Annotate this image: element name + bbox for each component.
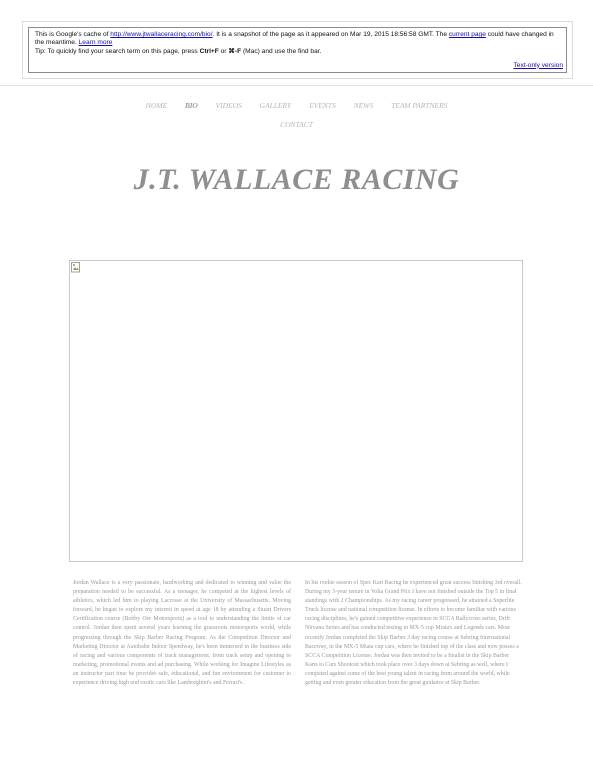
nav-home[interactable]: HOME	[145, 101, 168, 110]
nav-videos[interactable]: VIDEOS	[215, 101, 242, 110]
text-only-version-link[interactable]: Text-only version	[513, 61, 563, 69]
cache-divider	[0, 85, 593, 86]
nav-contact[interactable]: CONTACT	[280, 120, 313, 129]
current-page-link[interactable]: current page	[448, 31, 486, 38]
site-title[interactable]: J.T. WALLACE RACING	[133, 163, 460, 196]
cache-text: This is Google's cache of	[35, 31, 111, 38]
main-nav-row2	[0, 120, 593, 129]
hero-image	[69, 260, 523, 562]
tip-text: (Mac) and use the find bar.	[241, 47, 322, 55]
nav-news[interactable]: NEWS	[353, 101, 374, 110]
nav-gallery[interactable]: GALLERY	[259, 101, 292, 110]
tip-text: Tip: To quickly find your search term on this page, press	[35, 47, 200, 55]
cache-text: . It is a snapshot of the page as it appeared on Mar 19, 2015 18:56:58 GMT. The	[212, 31, 449, 38]
cache-tip-line	[35, 48, 560, 56]
bio-paragraph-left: Jordan Wallace is a very passionate, hardworking and dedicated to winning and value the preparation needed to be successful. As a teenager, he competed at the highest levels of athletics, which led him to playing Lacrosse at the University of Massachusetts. Moving forward, he began to explore my interest in speed at age 18 by attending a Stuart Drivers Certification course (Bobby Ore Motorsports) as a tool to understanding the limits of car control. Jordan then spent several years learning the grassroots motorsports world, while progressing through the Skip Barber Racing Program. As the Competition Director and Marketing Director at Autobahn Indoor Speedway, he's been immersed in the business side of racing and various components of track management, from track setup and opening to marketing, promotional events and ad purchasing. While working for Imagine Lifestyles as an instructor part time he provides safe, educational, and fun environment for customer to experience driving high end exotic cars like Lamborghini's and Ferrari's.	[73, 580, 291, 687]
cached-url-link[interactable]: http://www.jtwallaceracing.com/bio/	[110, 31, 213, 38]
nav-events[interactable]: EVENTS	[309, 101, 336, 110]
cache-text: could have changed in the meantime.	[35, 31, 554, 47]
tip-text: or	[218, 47, 229, 55]
cache-notice	[28, 27, 567, 73]
google-cache-banner	[22, 21, 573, 79]
broken-image-icon	[71, 262, 81, 273]
bio-paragraph-right: In his rookie season of Spec Kart Racing he experienced great success finishing 3rd overall. During my 3-year tenure in Volta Grand Prix I have not finished outside the Top 5 in final standings with 2 Championships. As my racing career progressed, he attained a Superlite Truck license and national competition license. In efforts to become familiar with various racing disciplines, he's gained competitive experience in SCCA Rallycross series, Drift Nirvana Series and has conducted testing in MX-5 cup Miata's and Legends cars. Most recently Jordan completed the Skip Barber 3 day racing course at Sebring International Raceway, in the MX-5 Miata cup cars, where he finished top of the class and now posses a SCCA Competition License. Jordan was then invited to be a finalist in the Skip Barber Karts to Cars Shootout which took place over 3 days down at Sebring as well, where I competed against some of the best young talent in racing from around the world, while getting and even greater education from the great guidance at Skip Barber.	[305, 580, 522, 687]
nav-bio[interactable]: BIO	[185, 101, 198, 110]
cmd-f-key: ⌘-F	[228, 47, 242, 55]
main-nav	[0, 101, 593, 110]
ctrl-f-key: Ctrl+F	[199, 47, 219, 55]
learn-more-link[interactable]: Learn more	[78, 39, 113, 47]
cache-notice-line	[35, 31, 560, 48]
nav-team-partners[interactable]: TEAM PARTNERS	[391, 101, 448, 110]
